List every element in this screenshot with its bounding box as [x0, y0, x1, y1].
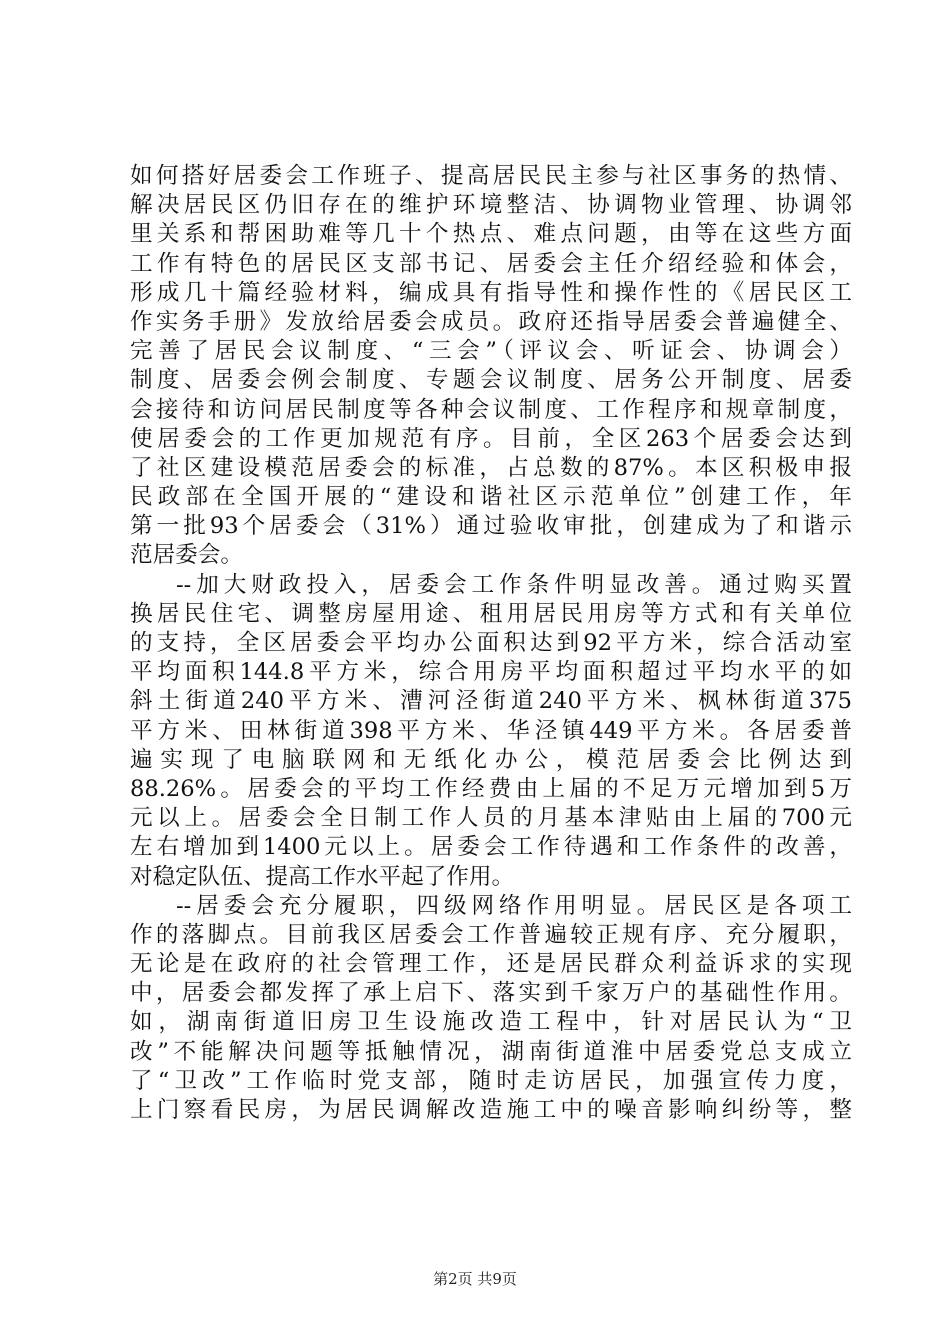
text-line: 换居民住宅、调整房屋用途、租用居民用房等方式和有关单位 [130, 600, 852, 627]
text-line: 斜土街道240平方米、漕河泾街道240平方米、枫林街道375 [130, 688, 852, 715]
text-line: 元以上。居委会全日制工作人员的月基本津贴由上届的700元 [130, 805, 852, 832]
text-line: 第一批93个居委会（31%）通过验收审批，创建成为了和谐示 [130, 513, 852, 540]
text-line: 作实务手册》发放给居委会成员。政府还指导居委会普遍健全、 [130, 308, 852, 335]
text-line: 平均面积144.8平方米，综合用房平均面积超过平均水平的如 [130, 659, 852, 686]
text-line: 遍实现了电脑联网和无纸化办公，模范居委会比例达到 [130, 746, 852, 773]
text-line: 了社区建设模范居委会的标准，占总数的87%。本区积极申报 [130, 454, 852, 481]
text-line: 如何搭好居委会工作班子、提高居民民主参与社区事务的热情、 [130, 163, 852, 189]
text-line: 作的落脚点。目前我区居委会工作普遍较正规有序、充分履职， [130, 921, 852, 948]
body-text [130, 162, 852, 1125]
text-line: 民政部在全国开展的“建设和谐社区示范单位”创建工作，年 [130, 484, 852, 511]
text-line: 平方米、田林街道398平方米、华泾镇449平方米。各居委普 [130, 717, 852, 744]
text-line: 如，湖南街道旧房卫生设施改造工程中，针对居民认为“卫 [130, 1009, 852, 1036]
text-line: 了“卫改”工作临时党支部，随时走访居民，加强宣传力度， [130, 1067, 852, 1094]
text-line: 88.26%。居委会的平均工作经费由上届的不足万元增加到5万 [130, 775, 852, 802]
text-line: 范居委会。 [130, 542, 243, 569]
text-line: 的支持，全区居委会平均办公面积达到92平方米，综合活动室 [130, 630, 852, 656]
text-line: 改”不能解决问题等抵触情况，湖南街道淮中居委党总支成立 [130, 1038, 852, 1065]
text-line: 上门察看民房，为居民调解改造施工中的噪音影响纠纷等，整 [130, 1097, 852, 1123]
text-line: 中，居委会都发挥了承上启下、落实到千家万户的基础性作用。 [130, 980, 852, 1007]
text-line: 形成几十篇经验材料，编成具有指导性和操作性的《居民区工 [130, 279, 852, 306]
text-line: 完善了居民会议制度、“三会”（评议会、听证会、协调会） [130, 338, 852, 365]
text-line: 使居委会的工作更加规范有序。目前，全区263个居委会达到 [130, 425, 852, 452]
text-line: 会接待和访问居民制度等各种会议制度、工作程序和规章制度， [130, 396, 852, 423]
text-line: 对稳定队伍、提高工作水平起了作用。 [130, 863, 515, 890]
text-line: 工作有特色的居民区支部书记、居委会主任介绍经验和体会， [130, 250, 852, 277]
text-line: 解决居民区仍旧存在的维护环境整洁、协调物业管理、协调邻 [130, 192, 852, 219]
text-line: 左右增加到1400元以上。居委会工作待遇和工作条件的改善， [130, 834, 852, 861]
paragraph-start-line: --加大财政投入，居委会工作条件明显改善。通过购买置 [176, 571, 852, 598]
paragraph-start-line: --居委会充分履职，四级网络作用明显。居民区是各项工 [176, 892, 852, 919]
text-line: 里关系和帮困助难等几十个热点、难点问题，由等在这些方面 [130, 221, 852, 248]
page-number-footer: 第2页 共9页 [433, 1270, 517, 1288]
text-line: 制度、居委会例会制度、专题会议制度、居务公开制度、居委 [130, 367, 852, 394]
text-line: 无论是在政府的社会管理工作，还是居民群众利益诉求的实现 [130, 951, 852, 978]
